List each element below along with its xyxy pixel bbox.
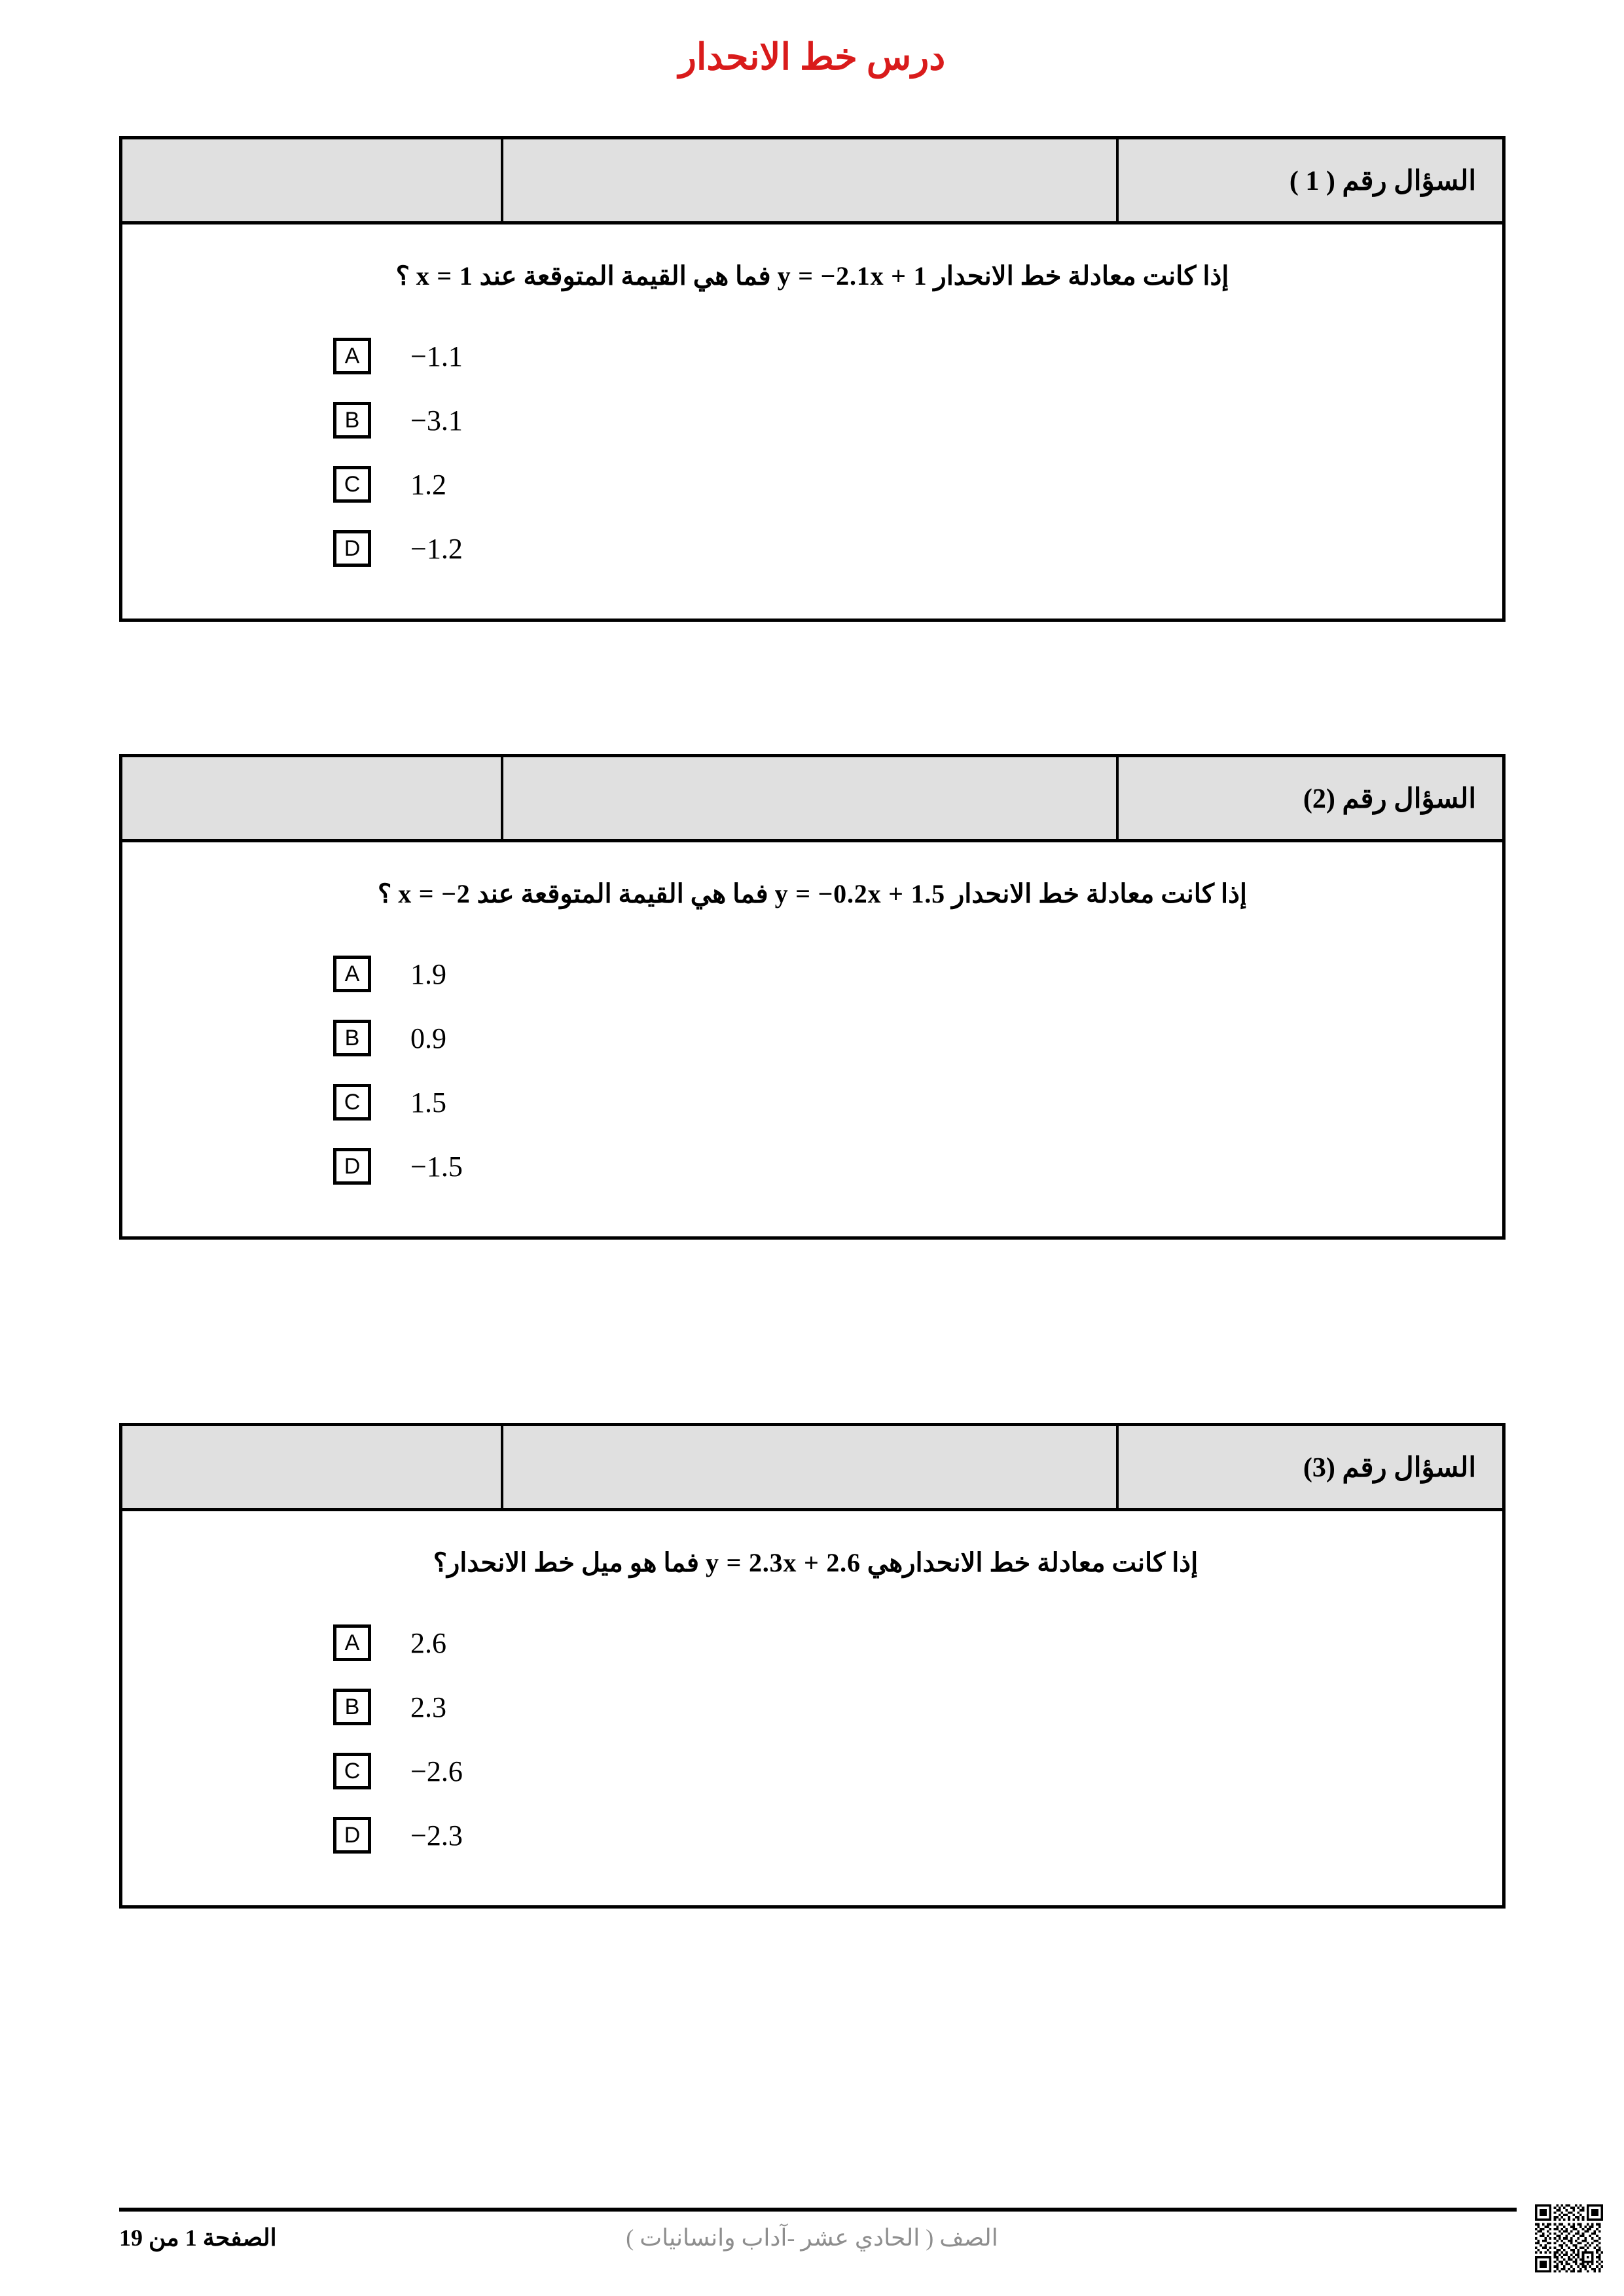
question-number-label-1: السؤال رقم ( 1 ) [1289,166,1476,196]
question-number-label-2: السؤال رقم (2) [1303,783,1476,814]
option-letter-box[interactable]: C [333,1753,371,1789]
prompt-equation-1: y = −2.1x + 1 [777,261,928,291]
option-letter-box[interactable]: A [333,338,371,374]
option-value: −1.2 [410,532,463,565]
question-body-1 [122,224,1502,619]
option-row[interactable] [122,1803,1502,1867]
option-letter-box[interactable]: D [333,530,371,567]
option-value: −1.1 [410,340,463,372]
question-header-1 [122,139,1502,224]
prompt-prefix-2: إذا كانت معادلة خط الانحدار [951,879,1248,908]
option-value: −2.3 [410,1819,463,1852]
header-empty-cell-end-2 [122,757,501,839]
option-value: 2.6 [410,1626,446,1659]
question-card-1 [119,136,1506,622]
prompt-equation-3: y = 2.3x + 2.6 [705,1548,861,1577]
question-number-label-3: السؤال رقم (3) [1303,1452,1476,1483]
option-row[interactable] [122,1739,1502,1803]
option-letter-box[interactable]: D [333,1148,371,1185]
option-row[interactable] [122,516,1502,581]
question-body-2 [122,842,1502,1236]
option-row[interactable] [122,452,1502,516]
footer-divider [119,2208,1517,2212]
question-header-3 [122,1426,1502,1511]
prompt-middle-3: فما هو ميل خط الانحدار؟ [433,1548,699,1577]
header-empty-cell-end-3 [122,1426,501,1508]
question-number-cell-3 [1116,1426,1502,1508]
prompt-prefix-3: إذا كانت معادلة خط الانحدارهي [867,1548,1199,1577]
option-row[interactable] [122,388,1502,452]
option-list-3 [122,1587,1502,1905]
header-empty-cell-mid-2 [501,757,1116,839]
option-letter-box[interactable]: A [333,1624,371,1661]
prompt-middle-2: فما هي القيمة المتوقعة عند [477,879,768,908]
question-card-2 [119,754,1506,1240]
prompt-prefix-1: إذا كانت معادلة خط الانحدار [933,261,1229,291]
option-row[interactable] [122,942,1502,1006]
option-letter-box[interactable]: C [333,1084,371,1121]
option-list-2 [122,918,1502,1236]
prompt-suffix-1: ؟ [395,261,410,291]
option-value: 1.2 [410,468,446,501]
option-value: −1.5 [410,1150,463,1183]
question-card-3 [119,1423,1506,1909]
prompt-suffix-2: ؟ [377,879,392,908]
option-letter-box[interactable]: A [333,956,371,992]
option-letter-box[interactable]: B [333,402,371,439]
option-letter-box[interactable]: D [333,1817,371,1854]
prompt-condition-2: x = −2 [398,879,471,908]
page-title: درس خط الانحدار [678,37,946,78]
option-list-1 [122,300,1502,619]
footer-page-number: الصفحة 1 من 19 [119,2225,277,2251]
option-letter-box[interactable]: B [333,1020,371,1056]
option-row[interactable] [122,1134,1502,1198]
header-empty-cell-end-1 [122,139,501,221]
option-letter-box[interactable]: B [333,1689,371,1725]
option-value: −2.6 [410,1755,463,1787]
option-row[interactable] [122,1675,1502,1739]
header-empty-cell-mid-3 [501,1426,1116,1508]
option-row[interactable] [122,324,1502,388]
option-value: 2.3 [410,1691,446,1723]
qr-code [1535,2204,1603,2272]
question-header-2 [122,757,1502,842]
prompt-condition-1: x = 1 [416,261,473,291]
option-letter-box[interactable]: C [333,466,371,503]
option-row[interactable] [122,1070,1502,1134]
prompt-equation-2: y = −0.2x + 1.5 [774,879,945,908]
option-row[interactable] [122,1611,1502,1675]
option-value: 0.9 [410,1022,446,1054]
option-value: −3.1 [410,404,463,437]
question-body-3 [122,1511,1502,1905]
footer-grade-label: الصف ( الحادي عشر -آداب وانسانيات ) [626,2225,998,2251]
question-number-cell-1 [1116,139,1502,221]
question-prompt-2 [122,842,1502,918]
option-value: 1.5 [410,1086,446,1119]
question-number-cell-2 [1116,757,1502,839]
option-row[interactable] [122,1006,1502,1070]
question-prompt-1 [122,224,1502,300]
prompt-middle-1: فما هي القيمة المتوقعة عند [479,261,771,291]
header-empty-cell-mid-1 [501,139,1116,221]
option-value: 1.9 [410,958,446,990]
question-prompt-3 [122,1511,1502,1587]
